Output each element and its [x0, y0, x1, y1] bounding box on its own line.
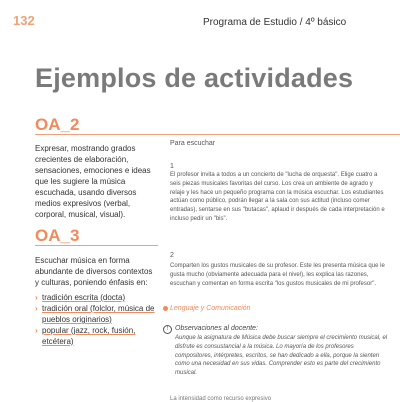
bullet-text: tradición oral (folclor, música de pueblos originarios): [42, 304, 155, 324]
bullet-text: popular (jazz, rock, fusión, etcétera): [42, 326, 136, 346]
link-icon: [163, 306, 168, 311]
info-icon: !: [163, 325, 172, 334]
observations-title: Observaciones al docente:: [175, 325, 258, 332]
page-title: Ejemplos de actividades: [35, 63, 354, 93]
observations-text: Aunque la asignatura de Música debe buscar siempre el crecimiento musical, el disfrute es consustancial a la música. Lo mayoría de los profesores compositores, intérpretes, escritos, se han dedicado a ella, porque la sienten como una necesidad en sus vidas. Comprender esto es parte del crecimiento musical.: [175, 335, 388, 377]
oa2-heading: OA_2: [35, 115, 80, 134]
oa3-bullet-list: [35, 292, 160, 347]
oa3-description: Escuchar música en forma abundante de diversos contextos y culturas, poniendo énfasis en:: [35, 256, 153, 287]
section-label: Para escuchar: [170, 140, 216, 147]
activity-number: 1: [170, 163, 174, 170]
oa2-divider: [35, 134, 400, 135]
list-item: [35, 325, 160, 347]
cross-reference: Lenguaje y Comunicación: [170, 305, 251, 312]
page-number: 132: [13, 13, 35, 28]
oa3-heading: OA_3: [35, 226, 80, 245]
activity-number: 2: [170, 252, 174, 259]
activity-text: Comparten los gustos musicales de su profesor. Este les presenta música que le gusta mucho (obviamente adecuada para el nivel), les explica las razones, escuchan y comentan en forma escrita "los gustos musicales de mi profesor".: [170, 263, 385, 287]
oa2-description: Expresar, mostrando grados crecientes de elaboración, sensaciones, emociones e ideas que les sugiere la música escuchada, usando diversos medios expresivos (verbal, corporal, musical, visual).: [35, 144, 151, 219]
list-item: [35, 292, 160, 303]
bullet-text: tradición escrita (docta): [42, 293, 126, 302]
running-head: Programa de Estudio / 4º básico: [203, 17, 347, 28]
activity-text: El profesor invita a todos a un concierto de "lucha de orquesta". Elige cuatro a seis piezas musicales favoritas del curso. Los crea un ambiente de agrado y relaje y les hace un pequeño programa con la música escuchar. Los estudiantes actúan como público, podrán llegar a la sala con sus actitud (incluso comer entradas), sentarse en sus "butacas", aplaud ir después de cada interpretación e incluso pedir un "bis".: [170, 172, 385, 222]
oa3-divider: [35, 245, 158, 246]
list-item: [35, 303, 160, 325]
next-section-text: La intensidad como recurso expresivo: [170, 396, 272, 402]
